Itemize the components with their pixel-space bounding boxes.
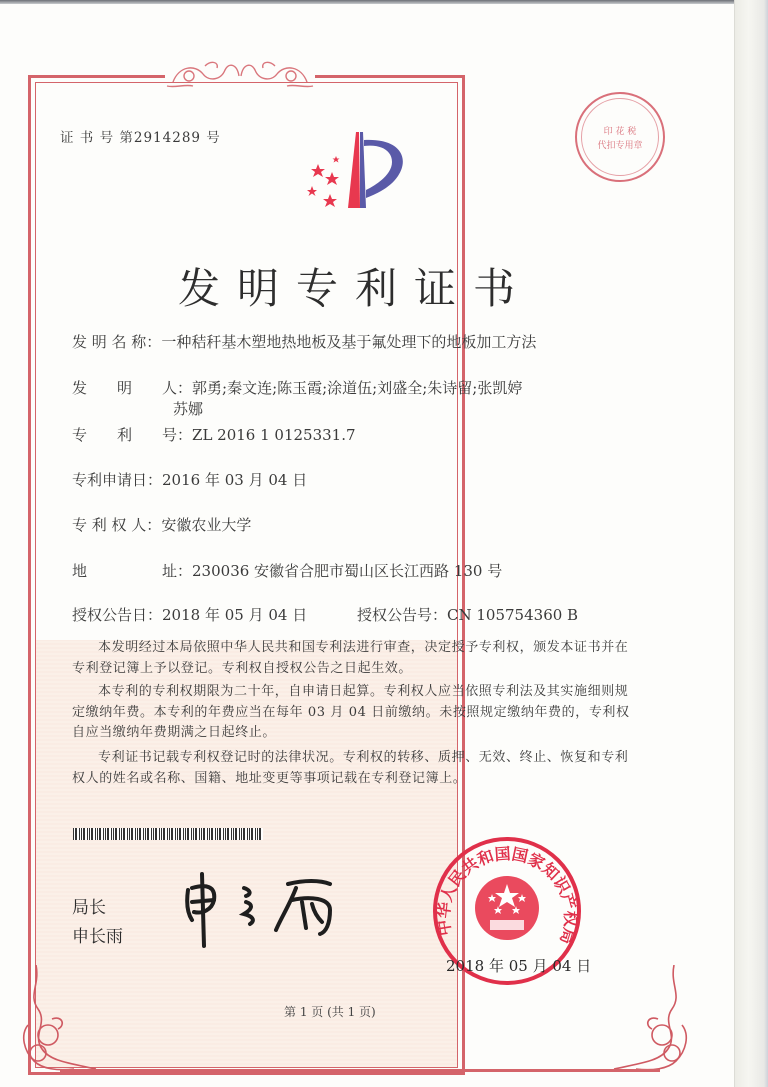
patentee-label: 专 利 权 人：	[72, 516, 162, 534]
corner-ornament-left-icon	[18, 965, 98, 1075]
director-name: 申长雨	[72, 927, 123, 947]
grant-pub-label: 授权公告号：	[357, 606, 448, 624]
patent-number-label: 专 利 号：	[72, 426, 193, 444]
inventors-value: 郭勇;秦文连;陈玉霞;涂道伍;刘盛全;朱诗留;张凯婷	[192, 379, 523, 397]
inventors-value-line2: 苏娜	[173, 400, 204, 418]
patent-number-value: ZL 2016 1 0125331.7	[192, 426, 356, 444]
field-application-date	[72, 469, 307, 490]
address-label: 地 址：	[72, 562, 193, 580]
field-grant-date	[72, 604, 307, 625]
grant-date-value: 2018 年 05 月 04 日	[162, 606, 308, 624]
stamp-ring	[581, 98, 659, 176]
stamp-duty-seal	[575, 92, 665, 182]
barcode	[73, 828, 263, 840]
field-patentee	[72, 514, 251, 535]
application-date-label: 专利申请日：	[72, 471, 163, 489]
invention-name-label: 发 明 名 称：	[72, 333, 162, 351]
field-grant-publication-number	[357, 604, 578, 625]
page-number: 第 1 页 (共 1 页)	[284, 1005, 376, 1019]
patentee-value: 安徽农业大学	[161, 516, 252, 534]
dragon-ornament-icon	[165, 56, 315, 92]
address-value: 230036 安徽省合肥市蜀山区长江西路 130 号	[192, 562, 503, 580]
stamp-line-2: 代扣专用章	[597, 141, 643, 151]
certificate-number: 证 书 号 第2914289 号	[60, 130, 221, 146]
grant-date-label: 授权公告日：	[72, 606, 163, 624]
page-title: 发明专利证书	[178, 264, 533, 314]
corner-ornament-right-icon	[612, 965, 692, 1075]
inventors-label: 发 明 人：	[72, 379, 193, 397]
director-title: 局长	[72, 898, 106, 918]
legal-paragraph-2: 本专利的专利权期限为二十年，自申请日起算。专利权人应当依照专利法及其实施细则规定缴纳年费。本专利的年费应当在每年 03 月 04 日前缴纳。未按照规定缴纳年费的，专利权自应当缴纳年费期满之日起终止。	[72, 684, 630, 740]
field-invention-name	[72, 331, 536, 352]
bottom-border-line	[60, 1069, 660, 1072]
field-inventors	[72, 377, 522, 398]
field-patent-number	[72, 424, 356, 445]
stamp-line-1: 印 花 税	[603, 127, 637, 137]
cnipa-logo-icon	[300, 128, 420, 218]
seal-date: 2018 年 05 月 04 日	[446, 957, 592, 975]
scan-top-edge	[0, 0, 768, 4]
seal-ring-text: 中华人民共和国国家知识产权局	[433, 844, 581, 947]
legal-paragraph-1: 本发明经过本局依照中华人民共和国专利法进行审查，决定授予专利权，颁发本证书并在专利登记簿上予以登记。专利权自授权公告之日起生效。	[72, 640, 629, 676]
page-edge	[734, 0, 768, 1087]
application-date-value: 2016 年 03 月 04 日	[162, 471, 308, 489]
field-address	[72, 560, 502, 581]
grant-pub-value: CN 105754360 B	[447, 606, 579, 624]
legal-paragraph-3: 专利证书记载专利权登记时的法律状况。专利权的转移、质押、无效、终止、恢复和专利权人的姓名或名称、国籍、地址变更等事项记载在专利登记簿上。	[72, 750, 629, 786]
handwritten-signature-icon	[180, 870, 370, 950]
invention-name-value: 一种秸秆基木塑地热地板及基于氟处理下的地板加工方法	[161, 333, 537, 351]
